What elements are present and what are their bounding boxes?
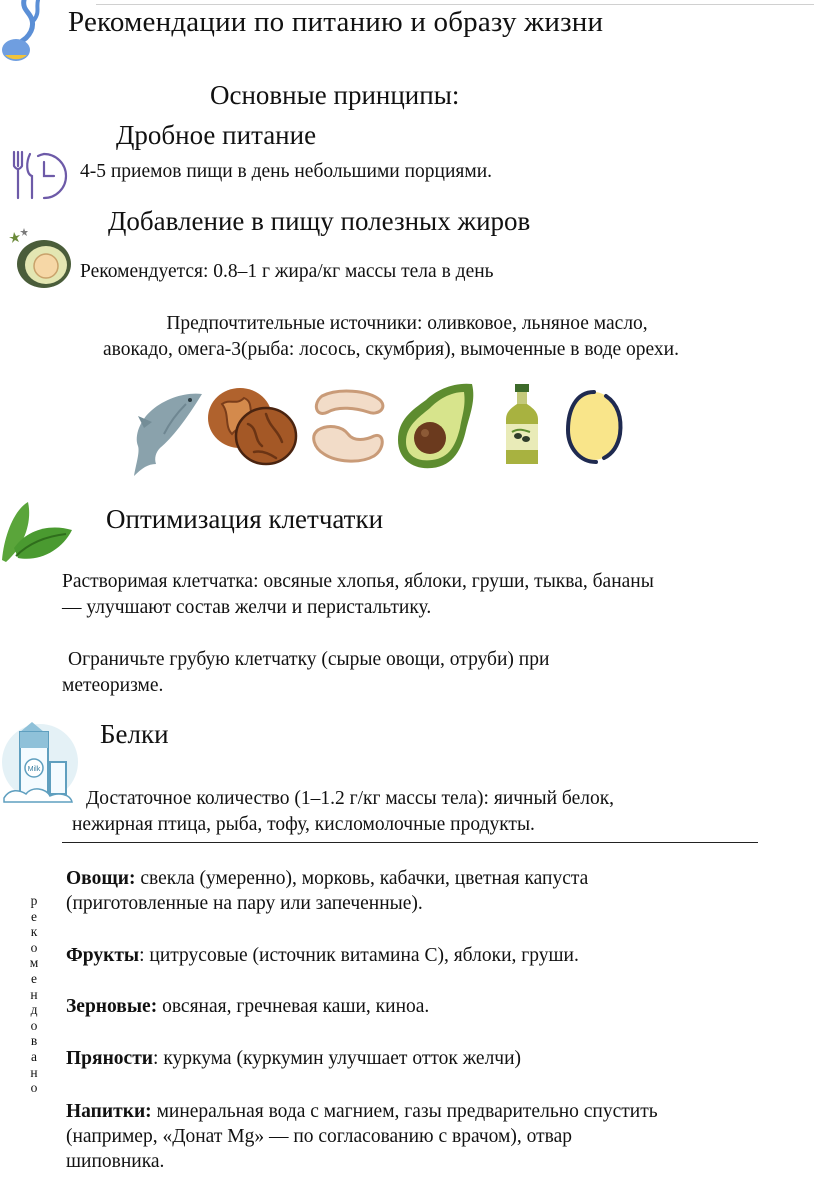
fats-sources-line2: авокадо, омега-3(рыба: лосось, скумбрия), вымоченные в воде орехи. xyxy=(103,339,679,360)
vertical-letter: м xyxy=(29,955,39,971)
clock-cutlery-icon xyxy=(8,146,76,204)
fiber-p2-line2: метеоризме. xyxy=(62,675,164,696)
fats-recommended-text: Рекомендуется: 0.8–1 г жира/кг массы тела в день xyxy=(80,261,494,282)
olive-oil-bottle-icon xyxy=(502,384,542,466)
vertical-letter: н xyxy=(30,1064,38,1080)
fiber-p2-line1: Ограничьте грубую клетчатку (сырые овощи, отруби) при xyxy=(68,649,550,670)
fats-heading: Добавление в пищу полезных жиров xyxy=(108,206,531,236)
fish-icon xyxy=(126,388,206,480)
milk-carton-icon xyxy=(0,718,82,810)
carton-label: Milk xyxy=(27,766,41,773)
section-divider xyxy=(62,842,758,843)
protein-line1: Достаточное количество (1–1.2 г/кг массы тела): яичный белок, xyxy=(86,788,615,809)
rec-grains-text: овсяная, гречневая каши, киноа. xyxy=(157,996,430,1017)
fats-sources-line1: Предпочтительные источники: оливковое, льняное масло, xyxy=(166,313,648,334)
avocado-half-icon xyxy=(6,226,74,290)
vertical-letter: р xyxy=(30,893,38,908)
fiber-p1-line2: — улучшают состав желчи и перистальтику. xyxy=(62,597,432,618)
rec-spices xyxy=(66,1046,796,1071)
fractional-heading: Дробное питание xyxy=(116,120,317,150)
gallbladder-icon xyxy=(0,0,56,66)
vertical-letter: в xyxy=(30,1033,38,1049)
page-title: Рекомендации по питанию и образу жизни xyxy=(68,6,604,38)
recommended-vertical-label xyxy=(27,893,41,1096)
leaf-icon xyxy=(0,496,76,568)
rec-fruits-label: Фрукты xyxy=(66,945,140,966)
walnut-icon xyxy=(204,384,300,466)
rec-vegetables-line1: свекла (умеренно), морковь, кабачки, цветная капуста xyxy=(135,868,589,889)
rec-vegetables-label: Овощи: xyxy=(66,868,136,889)
vertical-letter: о xyxy=(30,939,38,955)
cashew-icon xyxy=(308,386,390,468)
fractional-text: 4-5 приемов пищи в день небольшими порциями. xyxy=(80,161,493,182)
vertical-letter: к xyxy=(30,924,38,940)
rec-fruits-text: : цитрусовые (источник витамина С), яблоки, груши. xyxy=(139,945,579,966)
rec-spices-text: : куркума (куркумин улучшает отток желчи) xyxy=(153,1048,522,1069)
egg-icon xyxy=(562,386,628,468)
rec-drinks-line1: минеральная вода с магнием, газы предварительно спустить xyxy=(151,1101,658,1122)
protein-line2: нежирная птица, рыба, тофу, кисломолочные продукты. xyxy=(72,814,535,835)
rec-drinks-label: Напитки: xyxy=(66,1101,152,1122)
avocado-icon xyxy=(392,380,478,472)
rec-drinks-line3: шиповника. xyxy=(66,1151,165,1172)
vertical-letter: е xyxy=(31,970,37,986)
top-rule xyxy=(96,4,814,5)
principles-heading: Основные принципы: xyxy=(210,80,460,110)
rec-vegetables-line2: (приготовленные на пару или запеченные). xyxy=(66,893,423,914)
vertical-letter: н xyxy=(30,986,38,1002)
rec-grains xyxy=(66,994,796,1019)
rec-grains-label: Зерновые: xyxy=(66,996,158,1017)
rec-drinks xyxy=(66,1099,796,1174)
vertical-letter: д xyxy=(30,1002,38,1018)
vertical-letter: е xyxy=(31,908,37,924)
fiber-heading: Оптимизация клетчатки xyxy=(106,504,384,534)
rec-spices-label: Пряности xyxy=(66,1048,154,1069)
vertical-letter: о xyxy=(30,1080,38,1096)
fiber-p1-line1: Растворимая клетчатка: овсяные хлопья, яблоки, груши, тыква, бананы xyxy=(62,571,654,592)
protein-heading: Белки xyxy=(100,719,169,749)
vertical-letter: а xyxy=(31,1048,37,1064)
vertical-letter: о xyxy=(30,1017,38,1033)
rec-fruits xyxy=(66,943,796,968)
rec-vegetables xyxy=(66,866,796,916)
rec-drinks-line2: (например, «Донат Mg» — по согласованию с врачом), отвар xyxy=(66,1126,573,1147)
